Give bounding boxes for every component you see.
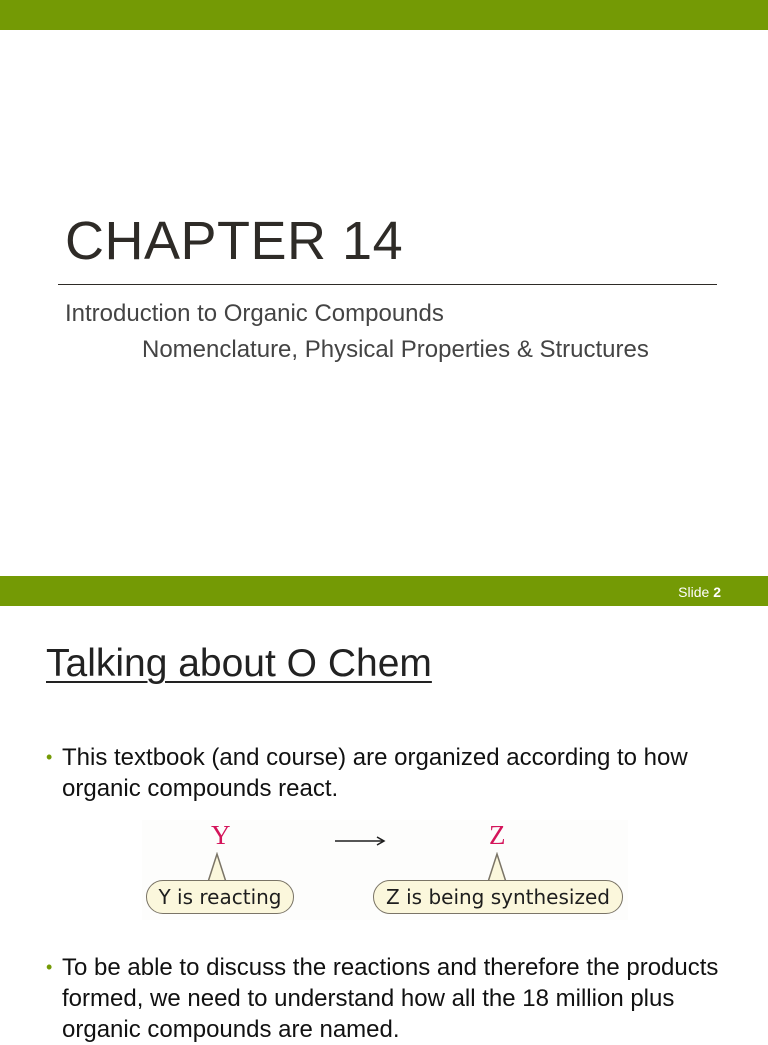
chapter-subtitle: Introduction to Organic Compounds [65,300,444,327]
bubble-pointer-icon [486,852,508,882]
reactant-caption: Y is reacting [146,880,294,914]
slide-number-prefix: Slide [678,584,710,600]
chapter-subtitle-secondary: Nomenclature, Physical Properties & Structures [142,336,649,363]
title-divider [58,284,717,285]
bullet-icon: • [46,747,53,767]
bullet-item [46,952,746,1045]
bullet-item [46,742,746,804]
product-caption: Z is being synthesized [373,880,623,914]
reactant-label: Y [211,820,231,850]
slide-number [678,584,721,600]
reaction-diagram [142,820,628,920]
chapter-title: CHAPTER 14 [65,211,404,271]
reaction-arrow-icon [334,835,386,847]
product-label: Z [489,820,506,850]
slide-header-bar [0,576,768,606]
slide-number-value: 2 [713,584,721,600]
bubble-pointer-icon [206,852,228,882]
slide-title: Talking about O Chem [46,642,432,685]
bullet-text: To be able to discuss the reactions and therefore the products formed, we need to understand how all the 18 million plus organic compounds are named. [62,954,719,1043]
top-accent-bar [0,0,768,30]
bullet-icon: • [46,957,53,977]
bullet-text: This textbook (and course) are organized according to how organic compounds react. [62,744,688,802]
